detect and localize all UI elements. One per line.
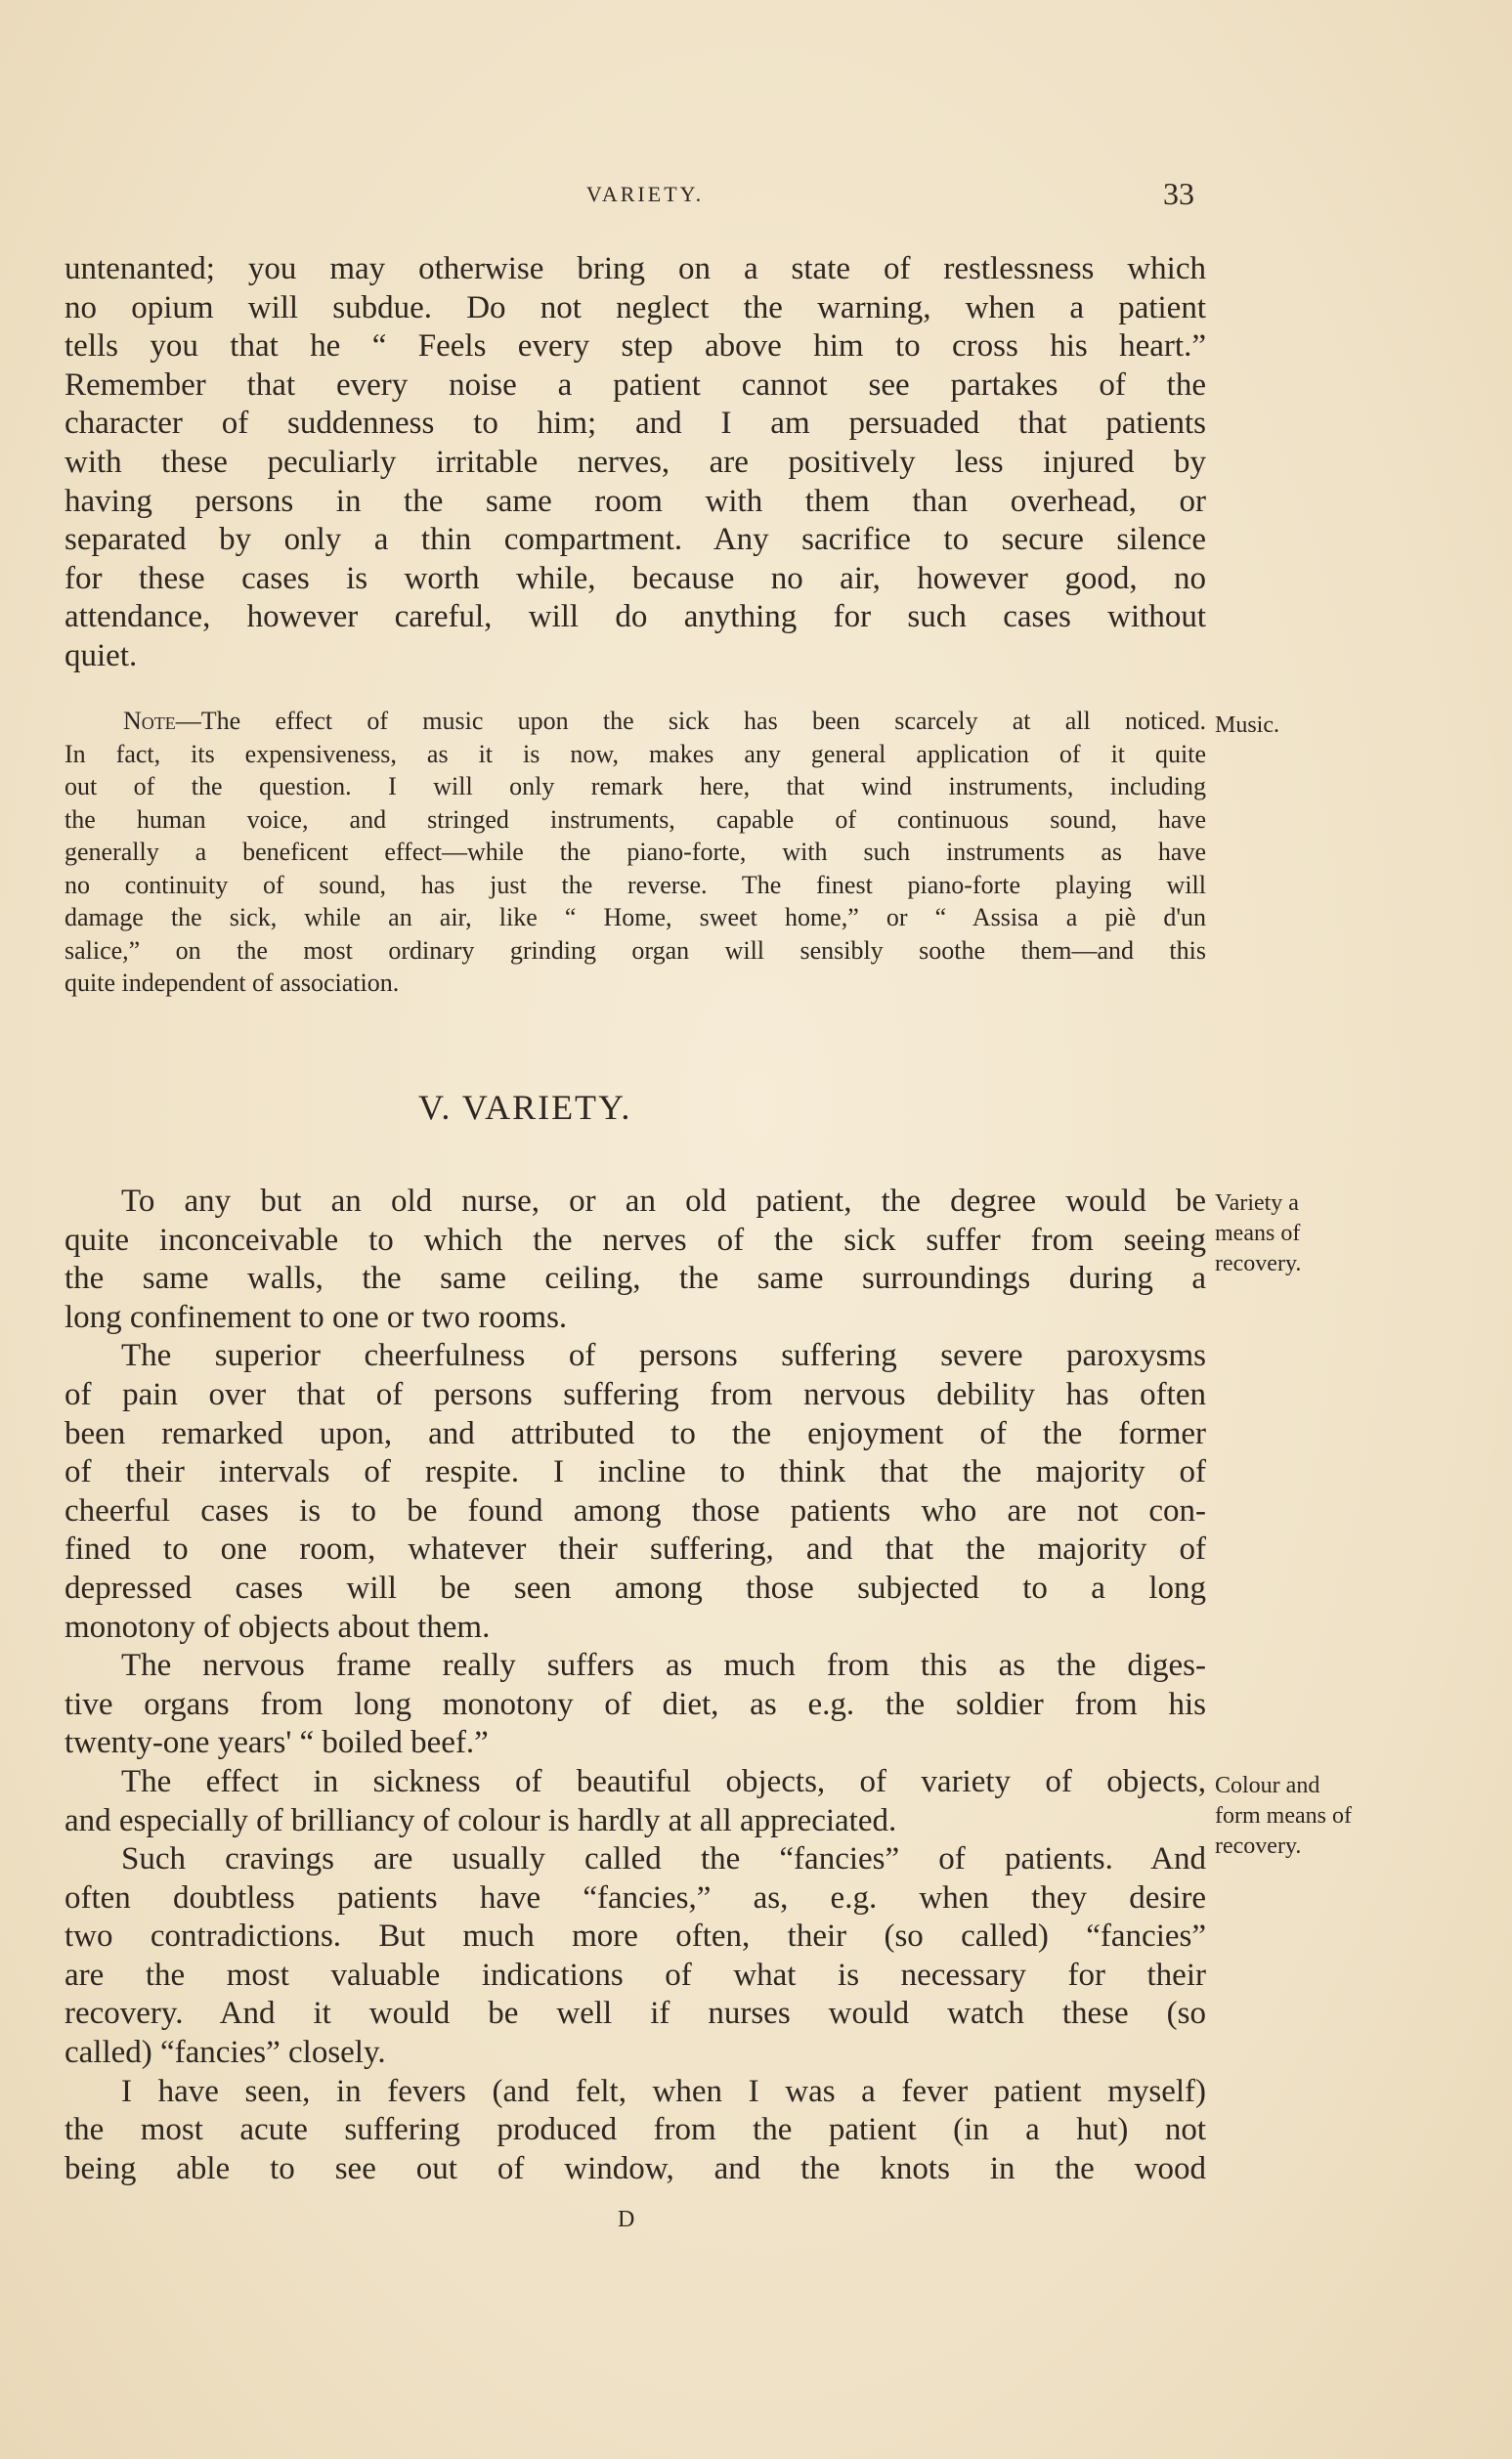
text-line: having persons in the same room with them than overhead, or xyxy=(65,483,1206,519)
sidenote-line: means of xyxy=(1215,1221,1301,1246)
sidenote-variety xyxy=(1215,1188,1371,1279)
page-number: 33 xyxy=(1163,176,1194,211)
text-line: cheerful cases is to be found among those patients who are not con- xyxy=(65,1492,1206,1529)
text-line: the same walls, the same ceiling, the same surroundings during a xyxy=(65,1261,1206,1297)
note-line: damage the sick, while an air, like “ Home, sweet home,” or “ Assisa a piè d'un xyxy=(65,903,1206,931)
note-line-text: —The effect of music upon the sick has been scarcely at all noticed. xyxy=(175,707,1206,735)
note-line: the human voice, and stringed instruments, capable of continuous sound, have xyxy=(65,804,1206,834)
text-line: two contradictions. But much more often, their (so called) “fancies” xyxy=(65,1919,1206,1955)
text-line: Such cravings are usually called the “fancies” of patients. And xyxy=(121,1841,1206,1877)
note-line: quite independent of association. xyxy=(65,969,400,997)
text-line: with these peculiarly irritable nerves, are positively less injured by xyxy=(65,444,1206,480)
note-line: In fact, its expensiveness, as it is now, makes any general application of it quite xyxy=(65,739,1206,768)
text-line: To any but an old nurse, or an old patient, the degree would be xyxy=(121,1184,1206,1219)
text-line: often doubtless patients have “fancies,” as, e.g. when they desire xyxy=(65,1879,1206,1916)
text-line: The nervous frame really suffers as much from this as the diges- xyxy=(121,1648,1206,1684)
note-label: Note xyxy=(123,707,176,735)
text-line: being able to see out of window, and the knots in the wood xyxy=(65,2150,1206,2186)
sidenote-colour-form xyxy=(1215,1771,1371,1862)
text-line: separated by only a thin compartment. Any sacrifice to secure silence xyxy=(65,522,1206,558)
note-line: salice,” on the most ordinary grinding organ will sensibly soothe them—and this xyxy=(65,935,1206,965)
text-line: The superior cheerfulness of persons suffering severe paroxysms xyxy=(121,1338,1206,1374)
sidenote-music: Music. xyxy=(1215,712,1279,738)
section-variety-body xyxy=(65,1183,1206,2188)
sidenote-line: recovery. xyxy=(1215,1833,1302,1859)
text-line: quite inconceivable to which the nerves of the sick suffer from seeing xyxy=(65,1222,1206,1258)
text-line: The effect in sickness of beautiful objects, of variety of objects, xyxy=(121,1763,1206,1799)
sidenote-line: Variety a xyxy=(1215,1190,1299,1216)
sidenote-line: Colour and xyxy=(1215,1773,1320,1798)
text-line: for these cases is worth while, because no air, however good, no xyxy=(65,560,1206,596)
text-line: of pain over that of persons suffering from nervous debility has often xyxy=(65,1376,1206,1412)
section-heading: V. VARIETY. xyxy=(418,1088,632,1127)
text-line: depressed cases will be seen among those subjected to a long xyxy=(65,1570,1206,1606)
text-line: are the most valuable indications of what is necessary for their xyxy=(65,1957,1206,1993)
music-note xyxy=(65,705,1206,1000)
text-line: attendance, however careful, will do anything for such cases without xyxy=(65,599,1206,635)
text-line: of their intervals of respite. I incline to think that the majority of xyxy=(65,1454,1206,1490)
text-line: and especially of brilliancy of colour is hardly at all appreciated. xyxy=(65,1802,897,1838)
text-line: character of suddenness to him; and I am persuaded that patients xyxy=(65,406,1206,442)
text-line: recovery. And it would be well if nurses would watch these (so xyxy=(65,1996,1206,2032)
note-line: no continuity of sound, has just the reverse. The finest piano-forte playing will xyxy=(65,870,1206,899)
text-line: called) “fancies” closely. xyxy=(65,2035,386,2071)
text-line: long confinement to one or two rooms. xyxy=(65,1299,568,1335)
text-line: quiet. xyxy=(65,637,138,673)
text-line: fined to one room, whatever their suffering, and that the majority of xyxy=(65,1531,1206,1568)
note-line: generally a beneficent effect—while the piano-forte, with such instruments as have xyxy=(65,838,1206,866)
sidenote-line: recovery. xyxy=(1215,1251,1302,1276)
note-line xyxy=(65,705,1206,738)
text-line: untenanted; you may otherwise bring on a state of restlessness which xyxy=(65,251,1206,286)
note-line: out of the question. I will only remark here, that wind instruments, including xyxy=(65,772,1206,800)
text-line: I have seen, in fevers (and felt, when I was a fever patient myself) xyxy=(121,2073,1206,2109)
text-line: tells you that he “ Feels every step above him to cross his heart.” xyxy=(65,328,1206,365)
signature-mark: D xyxy=(618,2207,635,2232)
text-line: been remarked upon, and attributed to the enjoyment of the former xyxy=(65,1415,1206,1451)
sidenote-line: form means of xyxy=(1215,1803,1352,1829)
text-line: the most acute suffering produced from the patient (in a hut) not xyxy=(65,2112,1206,2148)
text-line: monotony of objects about them. xyxy=(65,1609,491,1645)
text-line: Remember that every noise a patient cannot see partakes of the xyxy=(65,367,1206,403)
text-line: tive organs from long monotony of diet, as e.g. the soldier from his xyxy=(65,1686,1206,1722)
text-line: twenty-one years' “ boiled beef.” xyxy=(65,1725,489,1761)
text-line: no opium will subdue. Do not neglect the warning, when a patient xyxy=(65,289,1206,325)
paragraph-untenanted xyxy=(65,250,1206,676)
running-head: VARIETY. xyxy=(585,182,705,206)
